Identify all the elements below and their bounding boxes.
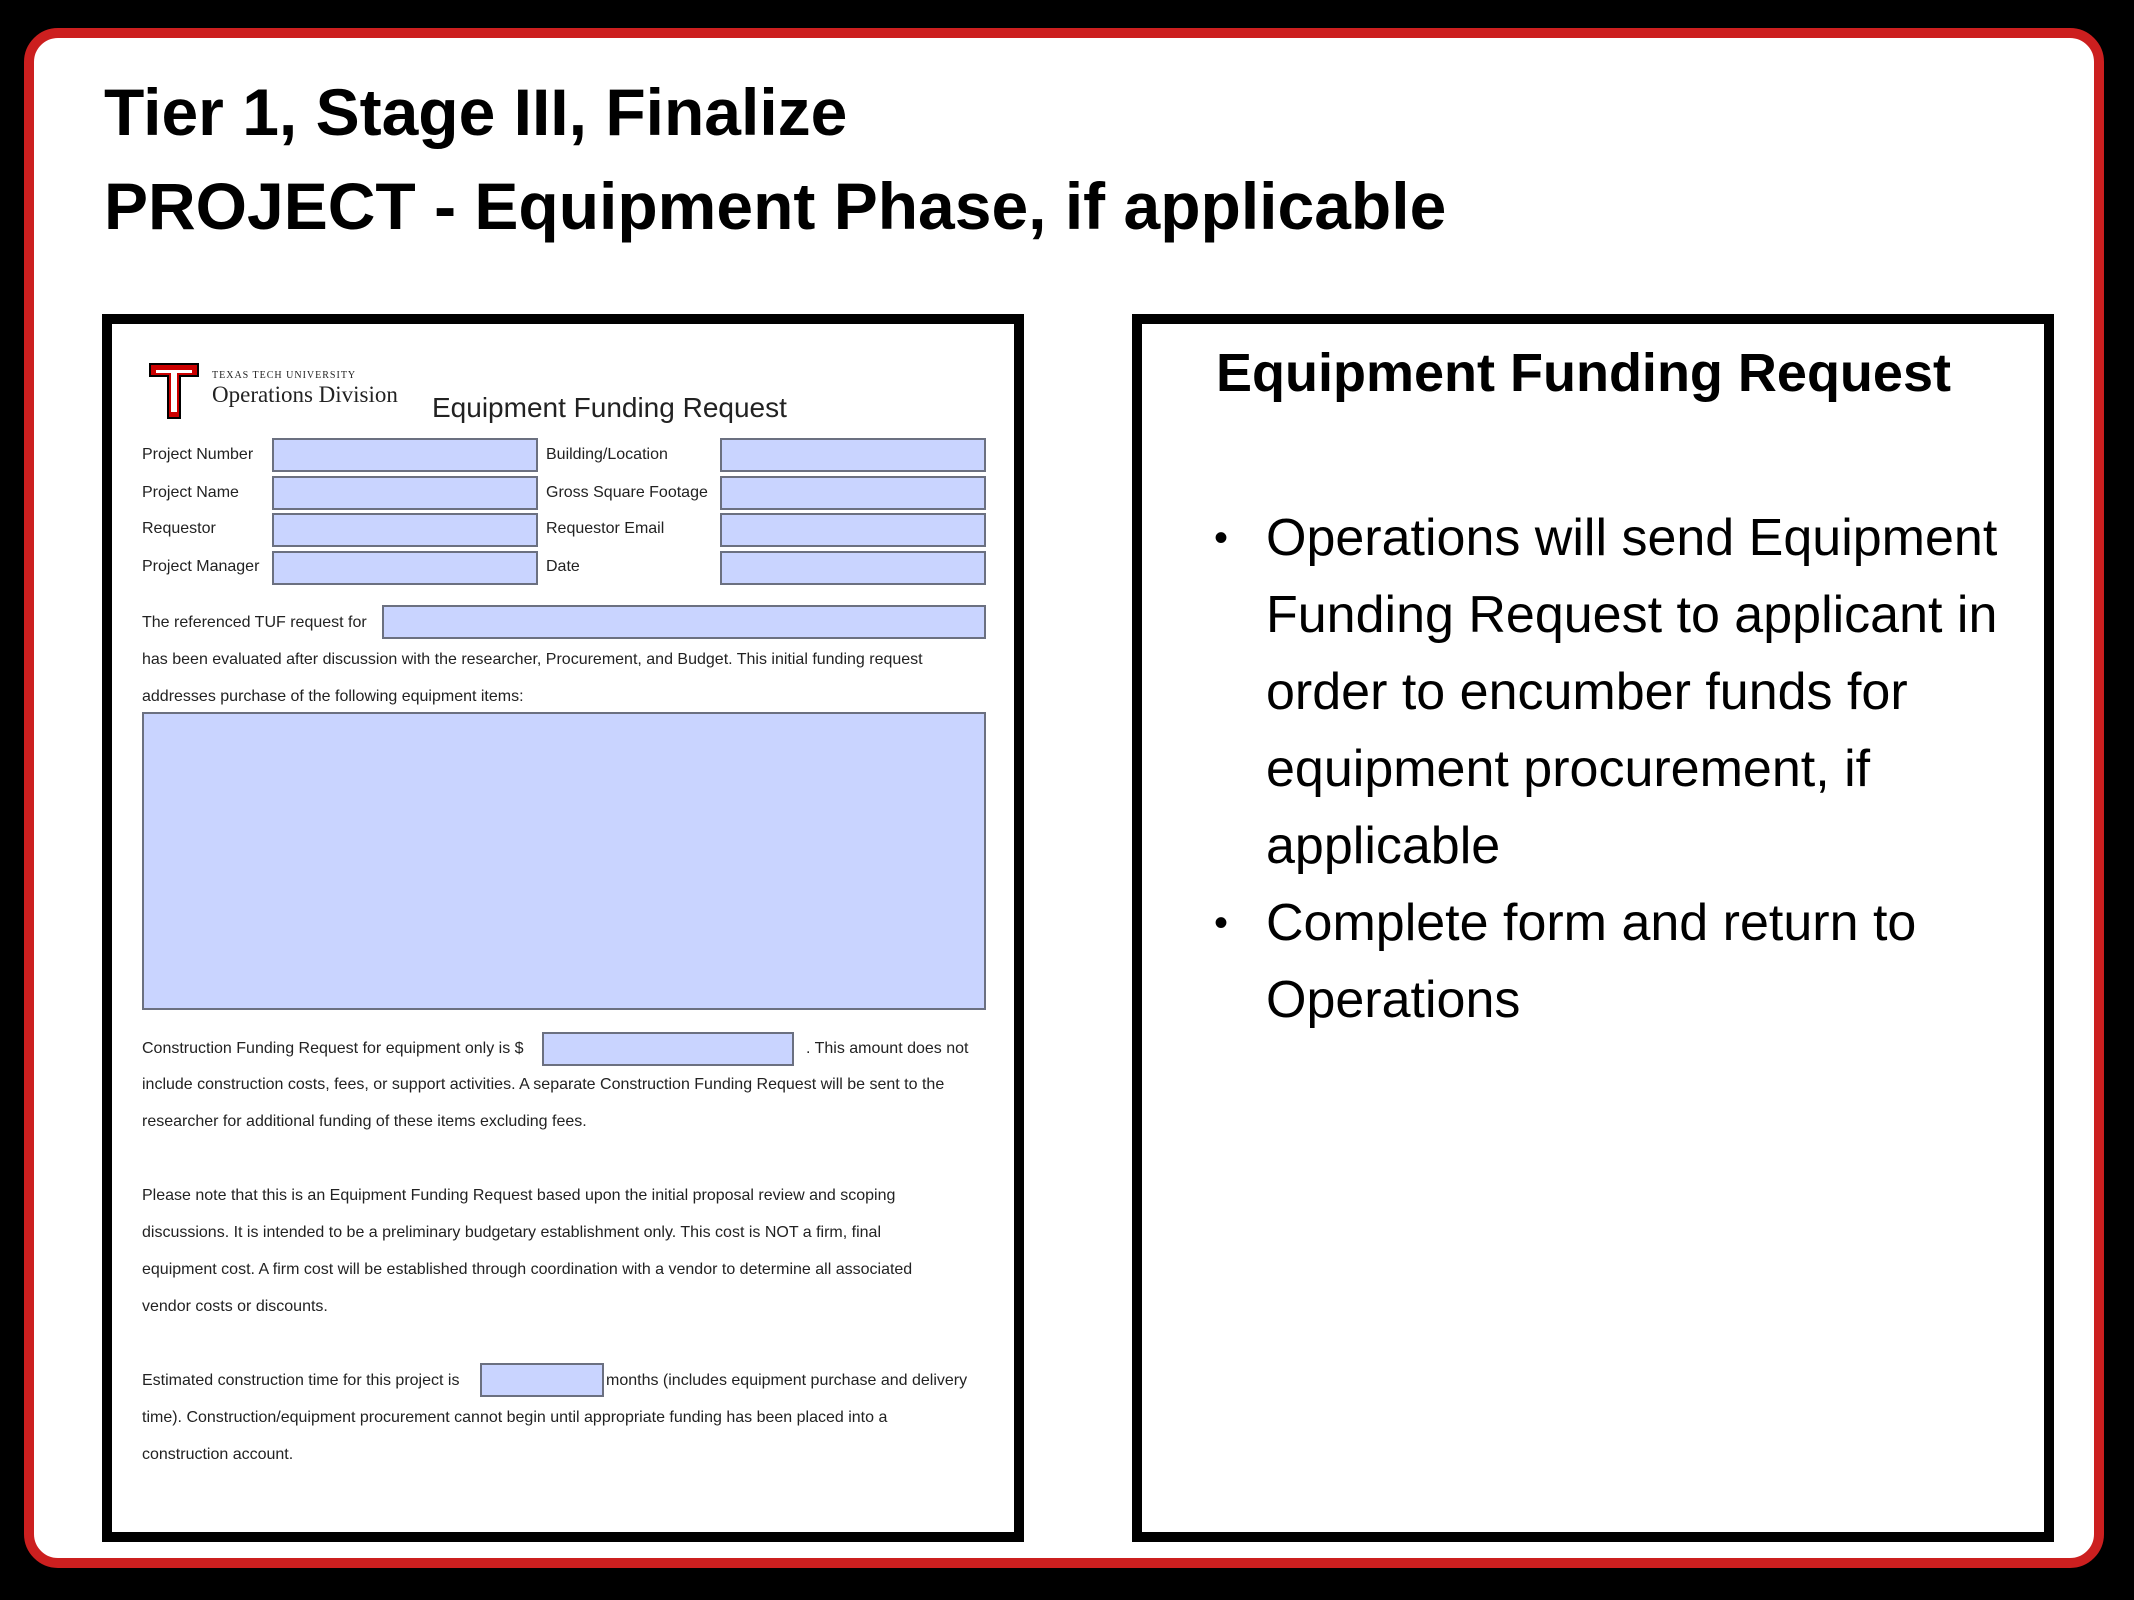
time-line3: construction account. [142,1446,294,1463]
project-name-field[interactable] [272,476,538,510]
note-line3: equipment cost. A firm cost will be established through coordination with a vendor to determine all associated [142,1261,913,1278]
bullet-list [1202,500,2022,1039]
label-date: Date [546,558,580,575]
construction-time-field[interactable] [480,1363,604,1397]
time-suffix: months (includes equipment purchase and delivery [606,1372,968,1389]
university-name: TEXAS TECH UNIVERSITY [212,370,357,381]
label-project-name: Project Name [142,484,239,501]
bullet-text: Complete form and return to Operations [1266,894,1917,1029]
project-number-field[interactable] [272,438,538,472]
division-name: Operations Division [212,382,398,407]
label-requestor-email: Requestor Email [546,520,665,537]
project-manager-field[interactable] [272,551,538,585]
form-title: Equipment Funding Request [432,392,787,423]
description-panel [1132,314,2054,1542]
building-location-field[interactable] [720,438,986,472]
requestor-field[interactable] [272,513,538,547]
slide-title-line1: Tier 1, Stage III, Finalize [104,75,848,149]
cost-prefix: Construction Funding Request for equipment only is $ [142,1040,524,1057]
form-preview-panel [102,314,1024,1542]
equipment-cost-field[interactable] [542,1032,794,1066]
label-project-number: Project Number [142,446,254,463]
slide-title-line2: PROJECT - Equipment Phase, if applicable [104,169,1447,243]
tuf-line3: addresses purchase of the following equipment items: [142,688,524,705]
cost-suffix: . This amount does not [806,1040,969,1057]
tuf-request-field[interactable] [382,605,986,639]
slide-frame [24,28,2104,1568]
equipment-funding-form [140,352,986,1502]
label-requestor: Requestor [142,520,216,537]
time-prefix: Estimated construction time for this project is [142,1372,460,1389]
cost-line3: researcher for additional funding of these items excluding fees. [142,1113,587,1130]
panel-title: Equipment Funding Request [1216,343,1951,403]
note-line4: vendor costs or discounts. [142,1298,328,1315]
time-line2: time). Construction/equipment procurement cannot begin until appropriate funding has been placed into a [142,1409,888,1426]
tuf-prefix: The referenced TUF request for [142,614,367,631]
requestor-email-field[interactable] [720,513,986,547]
bullet-dot-icon: • [1214,516,1229,560]
label-gross-square-footage: Gross Square Footage [546,484,708,501]
double-t-logo-icon [148,360,200,422]
tuf-line2: has been evaluated after discussion with the researcher, Procurement, and Budget. This initial funding request [142,651,923,668]
equipment-items-textarea[interactable] [142,712,986,1010]
bullet-item [1202,885,2022,1039]
date-field[interactable] [720,551,986,585]
label-building-location: Building/Location [546,446,668,463]
bullet-text: Operations will send Equipment Funding Request to applicant in order to encumber funds for equipment procurement, if applicable [1266,509,1998,875]
gross-square-footage-field[interactable] [720,476,986,510]
label-project-manager: Project Manager [142,558,260,575]
note-line2: discussions. It is intended to be a preliminary budgetary establishment only. This cost is NOT a firm, final [142,1224,881,1241]
note-line1: Please note that this is an Equipment Funding Request based upon the initial proposal review and scoping [142,1187,896,1204]
bullet-item [1202,500,2022,885]
cost-line2: include construction costs, fees, or support activities. A separate Construction Funding Request will be sent to the [142,1076,945,1093]
bullet-dot-icon: • [1214,901,1229,945]
